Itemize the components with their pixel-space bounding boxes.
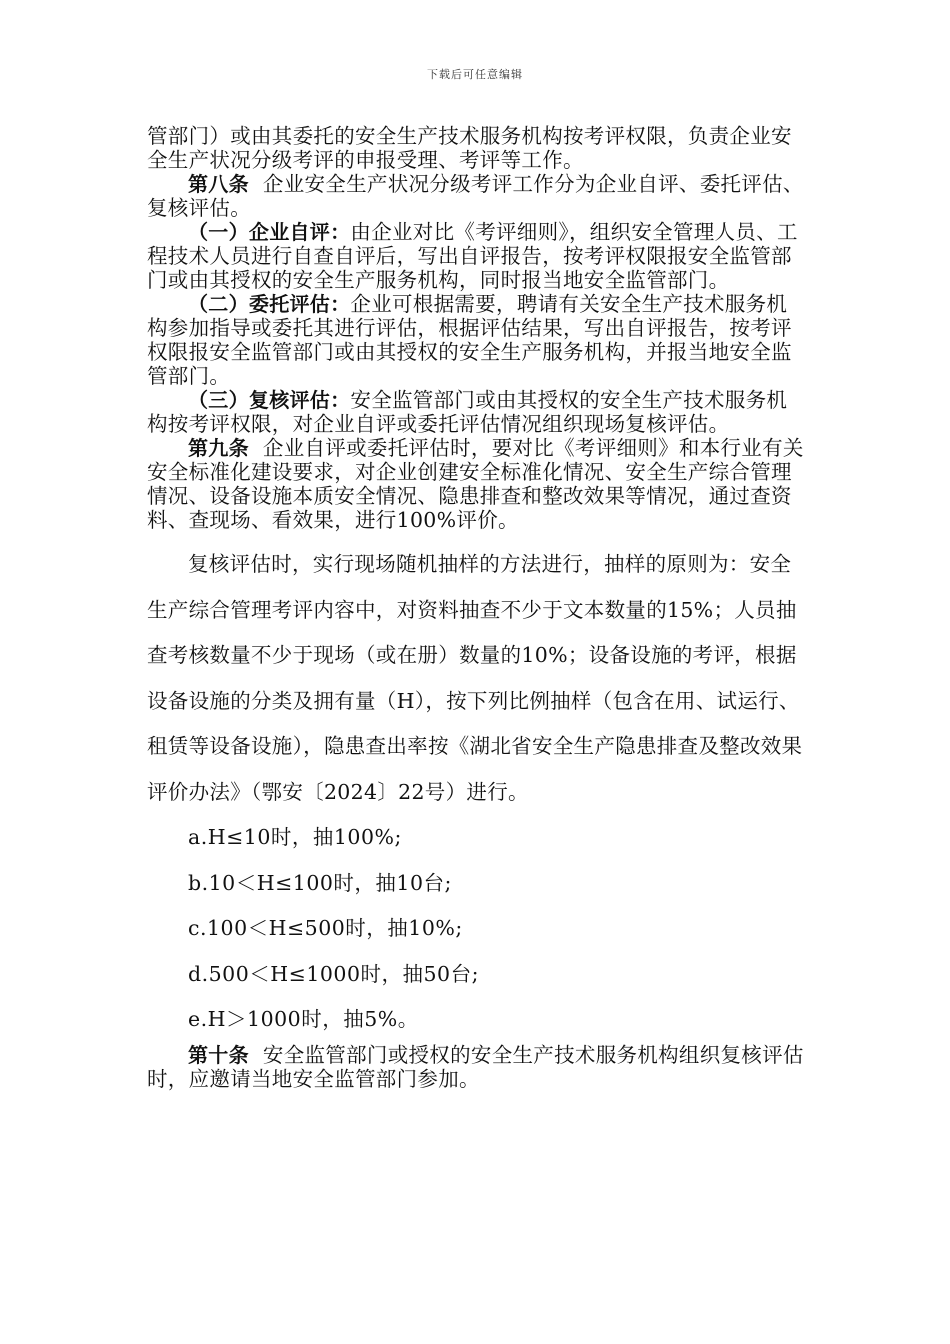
item-1-lead: （一）企业自评： <box>188 220 351 244</box>
sampling-rule-a: a.H≤10时，抽100%; <box>188 825 402 849</box>
article-7-continuation: 管部门）或由其委托的安全生产技术服务机构按考评权限，负责企业安全生产状况分级考评的申报受理、考评等工作。 <box>147 124 792 172</box>
review-section <box>147 542 807 1043</box>
item-1-text: 由企业对比《考评细则》，组织安全管理人员、工程技术人员进行自查自评后，写出自评报告，按考评权限报安全监管部门或由其授权的安全生产服务机构，同时报当地安全监管部门。 <box>147 220 798 292</box>
item-2-lead: （二）委托评估： <box>188 292 351 316</box>
article-10 <box>147 1043 807 1091</box>
item-2-text: 企业可根据需要，聘请有关安全生产技术服务机构参加指导或委托其进行评估，根据评估结果，写出自评报告，按考评权限报安全监管部门或由其授权的安全生产服务机构，并报当地安全监管部门。 <box>147 292 792 388</box>
document-body <box>147 124 807 1091</box>
review-paragraph: 复核评估时，实行现场随机抽样的方法进行，抽样的原则为：安全生产综合管理考评内容中，对资料抽查不少于文本数量的15%；人员抽查考核数量不少于现场（或在册）数量的10%；设备设施的考评，根据设备设施的分类及拥有量（H），按下列比例抽样（包含在用、试运行、租赁等设备设施），隐患查出率按《湖北省安全生产隐患排查及整改效果评价办法》（鄂安〔2024〕22号）进行。 <box>147 552 803 804</box>
sampling-rule-c: c.100＜H≤500时，抽10%; <box>188 916 463 940</box>
item-3-lead: （三）复核评估： <box>188 388 351 412</box>
article-10-text: 安全监管部门或授权的安全生产技术服务机构组织复核评估时，应邀请当地安全监管部门参加。 <box>147 1042 804 1091</box>
article-8-item-2 <box>147 292 807 388</box>
sampling-rule-b: b.10＜H≤100时，抽10台; <box>188 870 452 895</box>
article-9 <box>147 436 807 532</box>
sampling-rule-e: e.H＞1000时，抽5%。 <box>188 1007 419 1031</box>
article-8-text: 企业安全生产状况分级考评工作分为企业自评、委托评估、复核评估。 <box>147 172 804 220</box>
item-3-text: 安全监管部门或由其授权的安全生产技术服务机构按考评权限，对企业自评或委托评估情况组织现场复核评估。 <box>147 388 788 436</box>
article-8-lead: 第八条 <box>188 172 249 196</box>
article-9-text: 企业自评或委托评估时，要对比《考评细则》和本行业有关安全标准化建设要求，对企业创建安全标准化情况、安全生产综合管理情况、设备设施本质安全情况、隐患排查和整改效果等情况，通过查资料、查现场、看效果，进行100%评价。 <box>147 436 804 532</box>
article-8-item-3 <box>147 388 807 436</box>
article-8-item-1 <box>147 220 807 292</box>
article-8 <box>147 172 807 220</box>
page-header: 下载后可任意编辑 <box>427 68 523 81</box>
article-9-lead: 第九条 <box>188 436 249 460</box>
article-10-lead: 第十条 <box>188 1042 249 1067</box>
sampling-rule-d: d.500＜H≤1000时，抽50台; <box>188 961 479 986</box>
